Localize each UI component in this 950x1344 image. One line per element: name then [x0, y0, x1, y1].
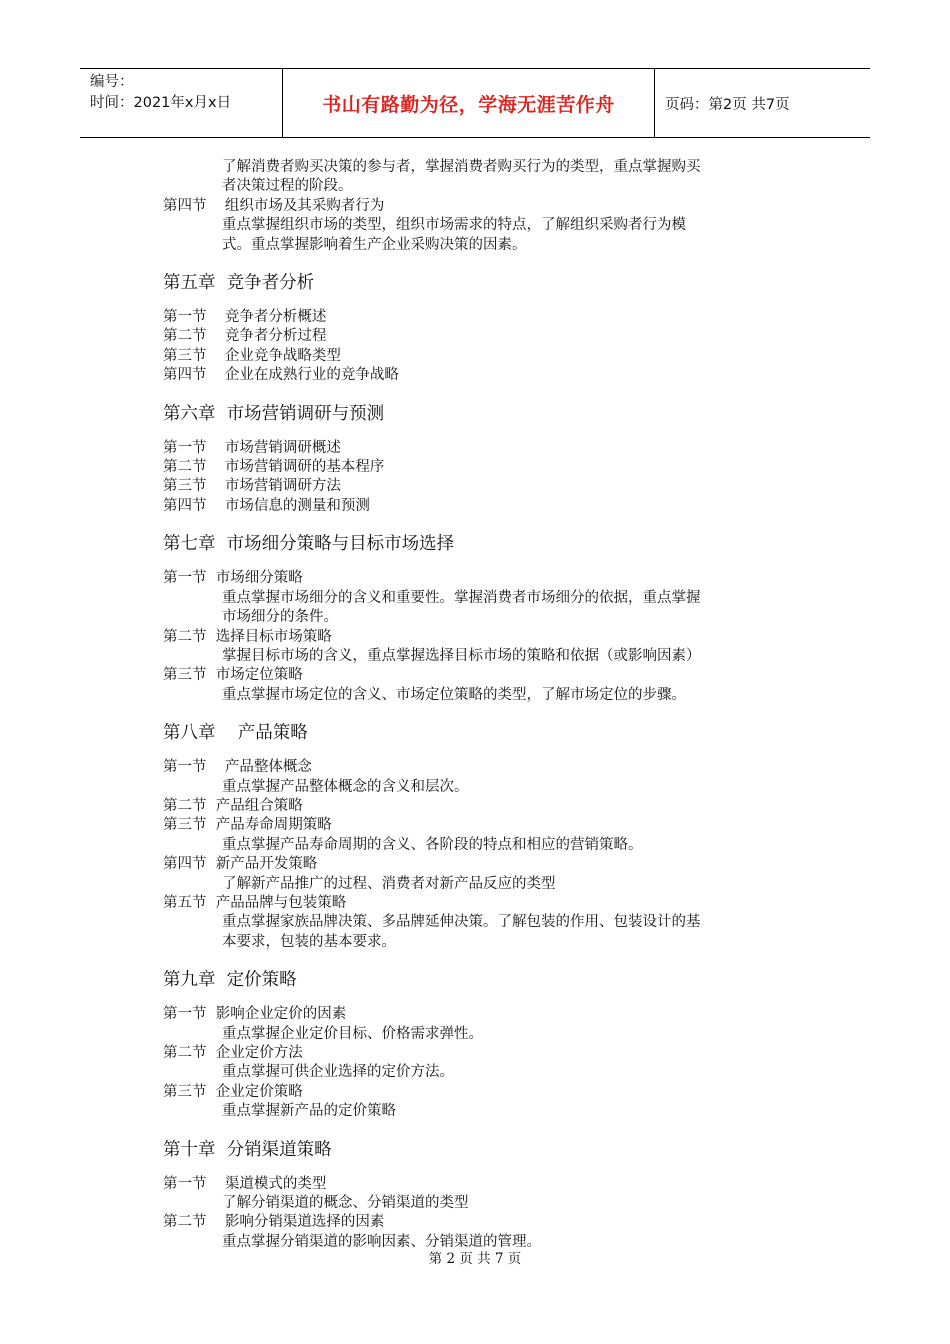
section-description: 本要求，包装的基本要求。 — [222, 933, 396, 950]
section-heading: 第一节 影响企业定价的因素 — [163, 1006, 347, 1023]
header-motto: 书山有路勤为径，学海无涯苦作舟 — [283, 69, 655, 137]
section-description: 重点掌握新产品的定价策略 — [222, 1103, 396, 1120]
chapter-heading: 第七章 市场细分策略与目标市场选择 — [163, 534, 455, 555]
header-left-cell — [80, 69, 283, 137]
section-description: 了解消费者购买决策的参与者，掌握消费者购买行为的类型，重点掌握购买 — [222, 159, 701, 175]
section-description: 掌握目标市场的含义，重点掌握选择目标市场的策略和依据（或影响因素） — [222, 647, 701, 664]
section-heading: 第二节 市场营销调研的基本程序 — [163, 459, 385, 476]
section-heading: 第三节 市场营销调研方法 — [163, 478, 341, 495]
chapter-heading: 第十章 分销渠道策略 — [163, 1139, 332, 1160]
section-heading: 第三节 产品寿命周期策略 — [163, 817, 332, 834]
section-heading: 第四节 企业在成熟行业的竞争战略 — [163, 367, 399, 384]
section-heading: 第二节 竞争者分析过程 — [163, 328, 327, 345]
section-description: 重点掌握产品整体概念的含义和层次。 — [222, 778, 469, 795]
section-description: 重点掌握产品寿命周期的含义、各阶段的特点和相应的营销策略。 — [222, 836, 643, 853]
header-page-info: 页码：第2页 共7页 — [665, 96, 790, 113]
section-heading: 第二节 影响分销渠道选择的因素 — [163, 1214, 385, 1231]
section-description: 重点掌握市场细分的含义和重要性。掌握消费者市场细分的依据，重点掌握 — [222, 589, 701, 606]
number-label: 编号： — [90, 74, 134, 90]
document-body — [163, 158, 803, 1252]
page-header — [80, 68, 870, 138]
chapter-heading: 第六章 市场营销调研与预测 — [163, 403, 385, 424]
section-description: 重点掌握组织市场的类型，组织市场需求的特点，了解组织采购者行为模 — [222, 217, 686, 234]
section-heading: 第五节 产品品牌与包装策略 — [163, 894, 347, 911]
chapter-heading: 第八章 产品策略 — [163, 723, 308, 744]
section-heading: 第二节 选择目标市场策略 — [163, 628, 332, 645]
section-description: 市场细分的条件。 — [222, 609, 338, 626]
section-description: 式。重点掌握影响着生产企业采购决策的因素。 — [222, 236, 527, 253]
time-label: 时间：2021年x月x日 — [90, 95, 232, 111]
page-footer: 第 2 页 共 7 页 — [428, 1251, 522, 1267]
section-heading: 第一节 竞争者分析概述 — [163, 309, 327, 326]
chapter-heading: 第九章 定价策略 — [163, 970, 297, 991]
chapter-heading: 第五章 竞争者分析 — [163, 273, 315, 294]
section-heading: 第一节 市场细分策略 — [163, 570, 303, 587]
section-heading: 第一节 产品整体概念 — [163, 759, 312, 776]
section-heading: 第四节 市场信息的测量和预测 — [163, 497, 370, 514]
section-description: 重点掌握分销渠道的影响因素、分销渠道的管理。 — [222, 1233, 541, 1250]
section-description: 了解新产品推广的过程、消费者对新产品反应的类型 — [222, 875, 556, 892]
section-heading: 第二节 企业定价方法 — [163, 1045, 303, 1061]
section-heading: 第三节 市场定位策略 — [163, 667, 303, 684]
section-description: 者决策过程的阶段。 — [222, 178, 353, 195]
section-heading: 第三节 企业竞争战略类型 — [163, 347, 341, 364]
section-heading: 第一节 市场营销调研概述 — [163, 439, 341, 456]
section-description: 重点掌握可供企业选择的定价方法。 — [222, 1064, 454, 1081]
section-heading: 第四节 新产品开发策略 — [163, 856, 318, 873]
section-heading: 第二节 产品组合策略 — [163, 797, 303, 814]
section-description: 重点掌握家族品牌决策、多品牌延伸决策。了解包装的作用、包装设计的基 — [222, 914, 701, 931]
section-description: 重点掌握市场定位的含义、市场定位策略的类型，了解市场定位的步骤。 — [222, 686, 686, 703]
section-description: 重点掌握企业定价目标、价格需求弹性。 — [222, 1025, 483, 1042]
section-heading: 第四节 组织市场及其采购者行为 — [163, 197, 385, 214]
section-heading: 第一节 渠道模式的类型 — [163, 1175, 327, 1192]
section-description: 了解分销渠道的概念、分销渠道的类型 — [222, 1195, 469, 1212]
section-heading: 第三节 企业定价策略 — [163, 1083, 303, 1100]
